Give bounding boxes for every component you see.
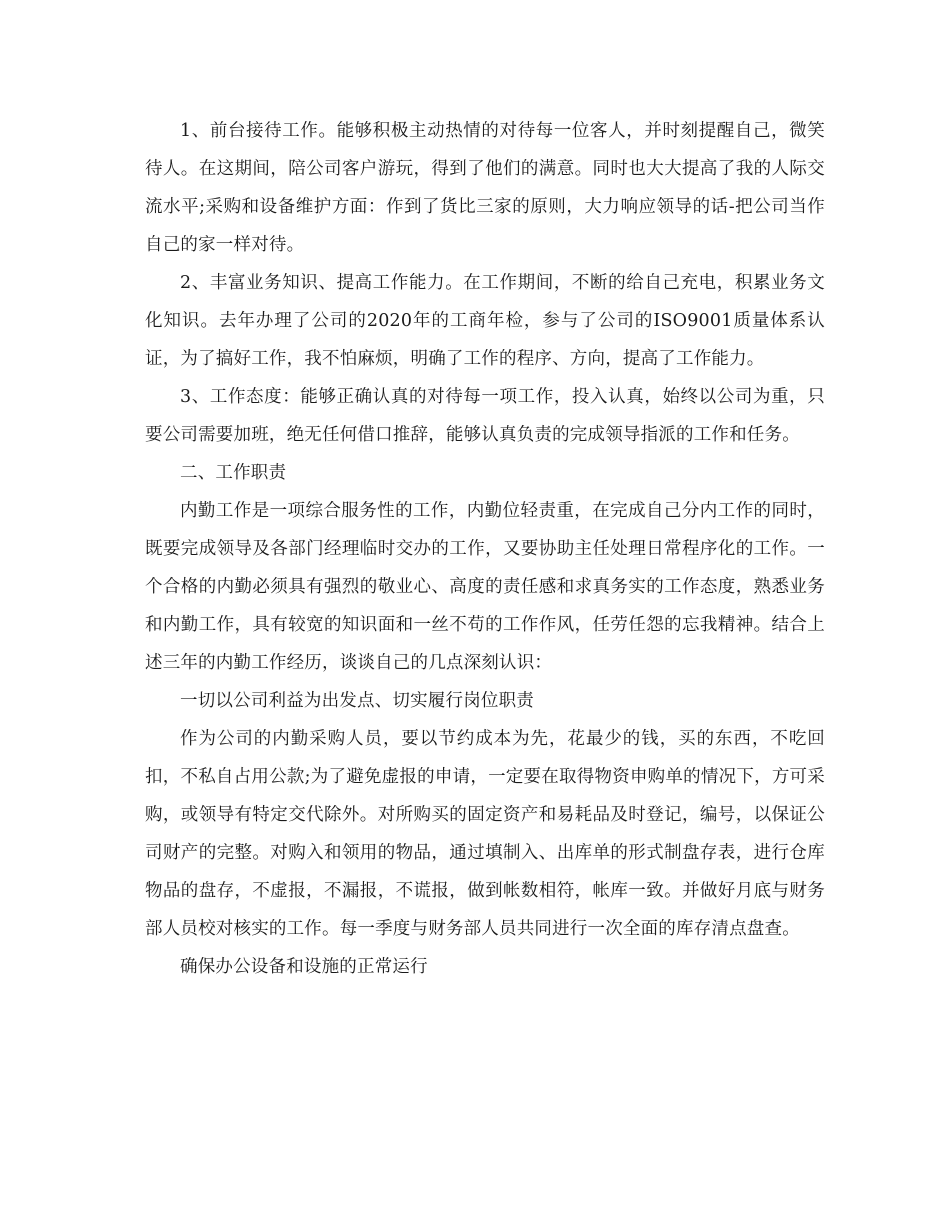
subheading-company-interest: 一切以公司利益为出发点、切实履行岗位职责 (180, 691, 534, 711)
paragraph-knowledge-ability: 2、丰富业务知识、提高工作能力。在工作期间，不断的给自己充电，积累业务文化知识。去年办理了公司的2020年的工商年检，参与了公司的ISO9001质量体系认证，为了搞好工作，我不怕麻烦，明确了工作的程序、方向，提高了工作能力。 (145, 273, 825, 369)
document-body (145, 112, 825, 986)
subheading-office-equipment: 确保办公设备和设施的正常运行 (180, 957, 428, 977)
section-heading-job-duties: 二、工作职责 (180, 463, 287, 483)
paragraph-procurement: 作为公司的内勤采购人员，要以节约成本为先，花最少的钱，买的东西，不吃回扣，不私自占用公款;为了避免虚报的申请，一定要在取得物资申购单的情况下，方可采购，或领导有特定交代除外。对所购买的固定资产和易耗品及时登记，编号，以保证公司财产的完整。对购入和领用的物品，通过填制入、出库单的形式制盘存表，进行仓库物品的盘存，不虚报，不漏报，不谎报，做到帐数相符，帐库一致。并做好月底与财务部人员校对核实的工作。每一季度与财务部人员共同进行一次全面的库存清点盘查。 (145, 729, 825, 939)
paragraph-office-work-intro: 内勤工作是一项综合服务性的工作，内勤位轻责重，在完成自己分内工作的同时，既要完成领导及各部门经理临时交办的工作，又要协助主任处理日常程序化的工作。一个合格的内勤必须具有强烈的敬业心、高度的责任感和求真务实的工作态度，熟悉业务和内勤工作，具有较宽的知识面和一丝不苟的工作作风，任劳任怨的忘我精神。结合上述三年的内勤工作经历，谈谈自己的几点深刻认识： (145, 501, 825, 673)
paragraph-reception-work: 1、前台接待工作。能够积极主动热情的对待每一位客人，并时刻提醒自己，微笑待人。在这期间，陪公司客户游玩，得到了他们的满意。同时也大大提高了我的人际交流水平;采购和设备维护方面：作到了货比三家的原则，大力响应领导的话-把公司当作自己的家一样对待。 (145, 121, 825, 255)
paragraph-work-attitude: 3、工作态度：能够正确认真的对待每一项工作，投入认真，始终以公司为重，只要公司需要加班，绝无任何借口推辞，能够认真负责的完成领导指派的工作和任务。 (145, 387, 825, 445)
